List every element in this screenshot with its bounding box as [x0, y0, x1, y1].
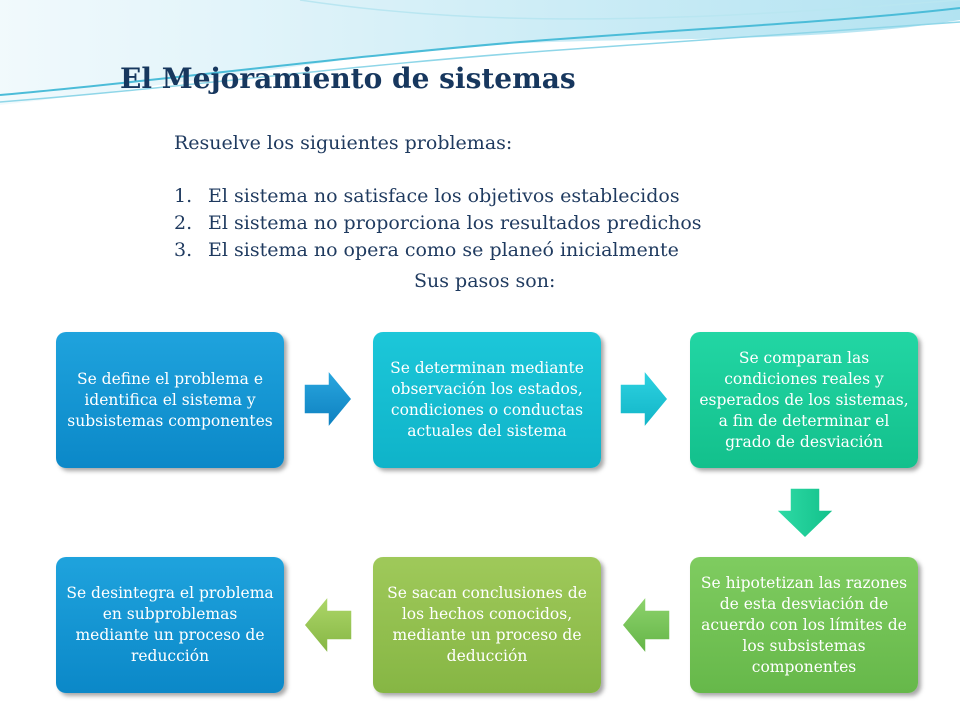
steps-label: Sus pasos son: [414, 270, 556, 292]
slide-title: El Mejoramiento de sistemas [120, 62, 576, 95]
step-box-3: Se comparan las condiciones reales y esperados de los sistemas, a fin de determinar el grado de desviación [690, 332, 918, 468]
list-number: 2. [174, 212, 193, 234]
arrow-left-icon [620, 594, 672, 656]
list-item [174, 237, 702, 264]
list-item-text: El sistema no opera como se planeó inicialmente [208, 239, 679, 261]
list-number: 1. [174, 185, 193, 207]
step-box-4: Se hipotetizan las razones de esta desviación de acuerdo con los límites de los subsistemas componentes [690, 557, 918, 693]
list-item-text: El sistema no proporciona los resultados predichos [208, 212, 702, 234]
list-item-text: El sistema no satisface los objetivos establecidos [208, 185, 680, 207]
step-box-5: Se sacan conclusiones de los hechos conocidos, mediante un proceso de deducción [373, 557, 601, 693]
arrow-right-icon [618, 368, 670, 430]
list-number: 3. [174, 239, 193, 261]
slide-subtitle: Resuelve los siguientes problemas: [174, 132, 513, 154]
decorative-wave-header [0, 0, 960, 120]
arrow-right-icon [302, 368, 354, 430]
problem-list [174, 183, 702, 264]
arrow-left-icon [302, 594, 354, 656]
list-item [174, 210, 702, 237]
list-item [174, 183, 702, 210]
step-box-1: Se define el problema e identifica el sistema y subsistemas componentes [56, 332, 284, 468]
step-box-2: Se determinan mediante observación los estados, condiciones o conductas actuales del sistema [373, 332, 601, 468]
step-box-6: Se desintegra el problema en subproblemas mediante un proceso de reducción [56, 557, 284, 693]
arrow-down-icon [774, 486, 836, 540]
